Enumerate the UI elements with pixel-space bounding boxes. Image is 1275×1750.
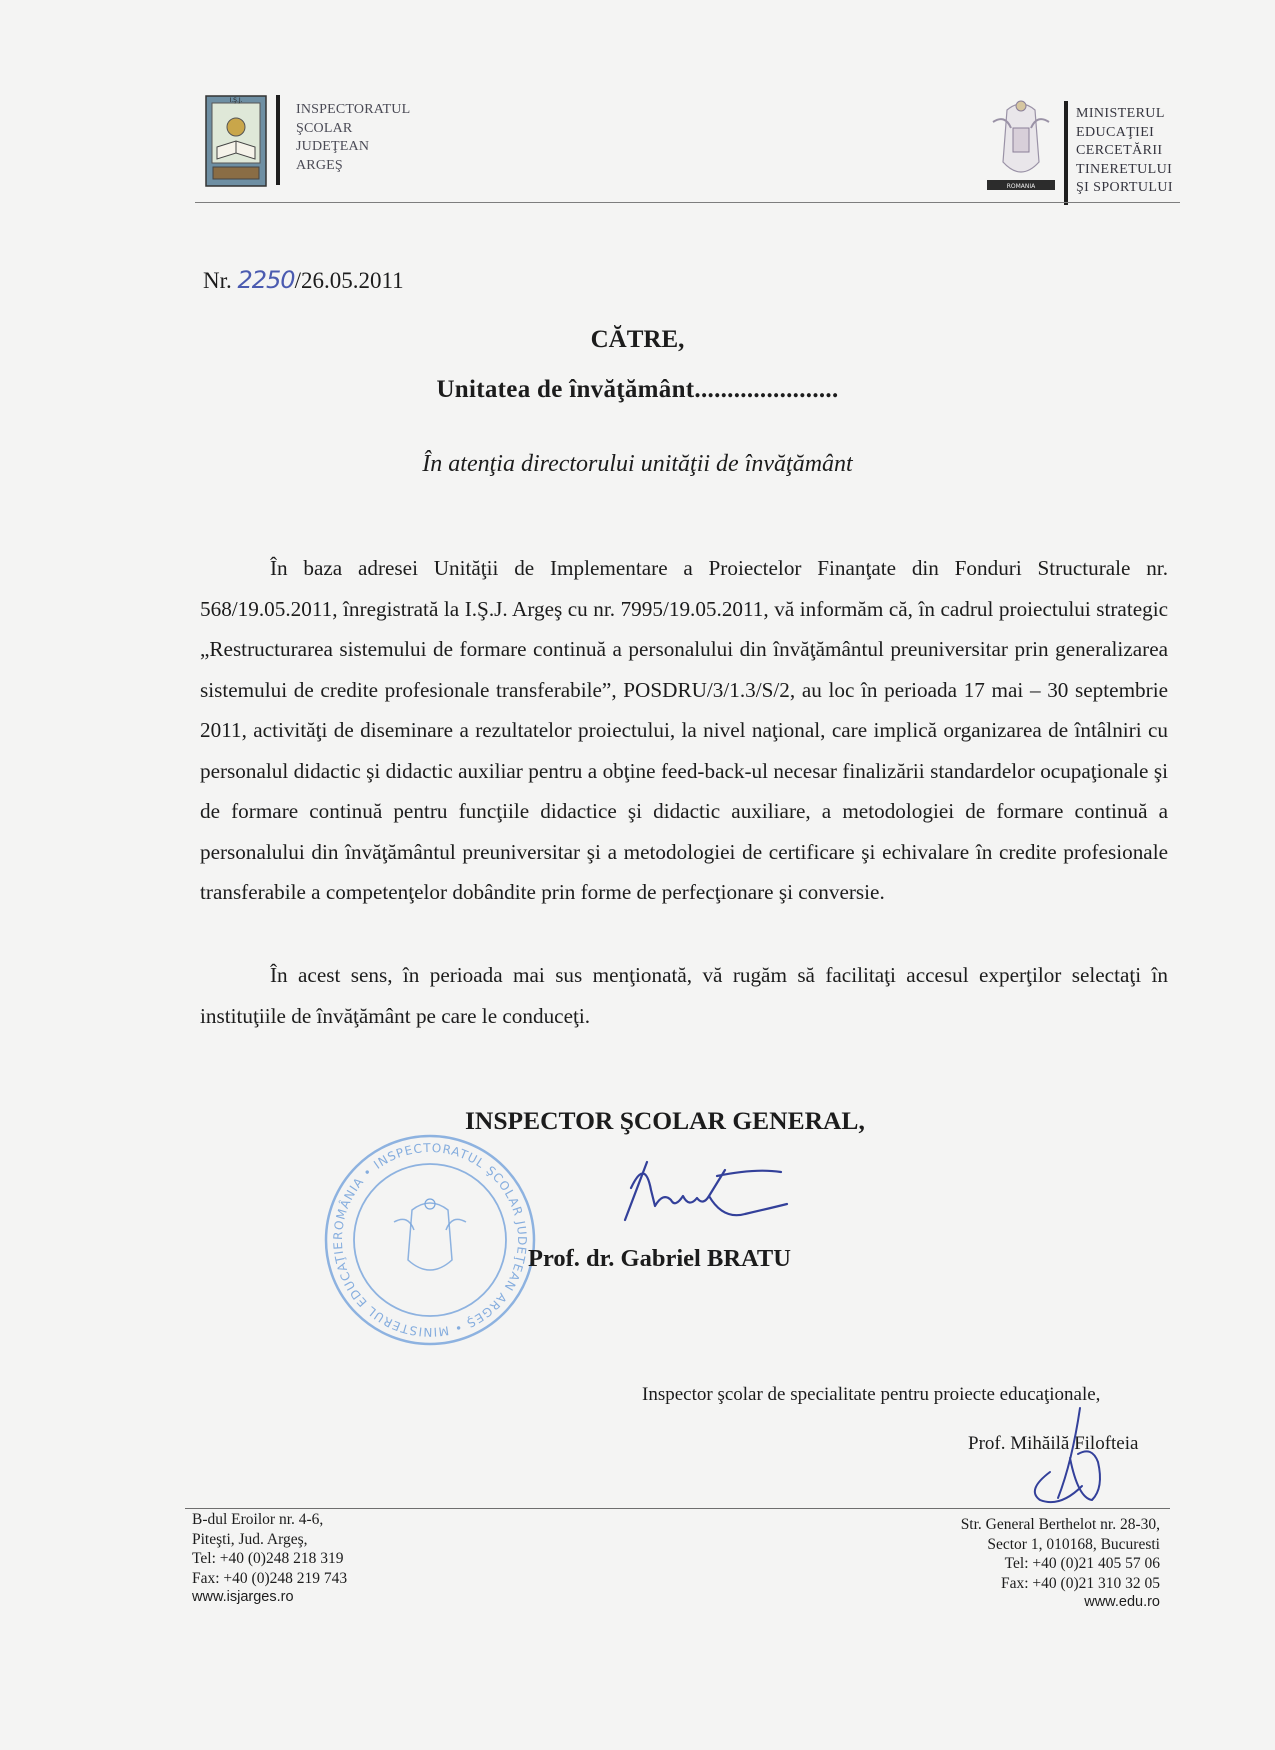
header-right-line: TINERETULUI <box>1076 161 1173 177</box>
header-left-line: ARGEŞ <box>296 157 343 173</box>
footer-rule <box>185 1508 1170 1509</box>
ministry-logo-text: ROMANIA <box>1006 183 1036 190</box>
handwritten-signature-specialist <box>1020 1402 1110 1512</box>
isj-logo-text: I.Ş.J. <box>229 97 243 104</box>
nr-handwritten-number: 2250 <box>237 266 295 294</box>
footer-left-website-link[interactable]: www.isjarges.ro <box>192 1589 294 1605</box>
specialist-name: Prof. Mihăilă Filofteia <box>968 1433 1139 1454</box>
handwritten-signature-general <box>605 1150 795 1240</box>
footer-left-address <box>192 1510 347 1608</box>
footer-right-line: Fax: +40 (0)21 310 32 05 <box>1001 1574 1160 1592</box>
signatory-title: INSPECTOR ŞCOLAR GENERAL, <box>465 1106 865 1135</box>
footer-left-line: B-dul Eroilor nr. 4-6, <box>192 1511 324 1528</box>
official-stamp <box>320 1130 540 1350</box>
ministry-coat-of-arms-logo <box>985 92 1057 204</box>
registration-number <box>203 266 404 294</box>
stamp-ring-text: ROMÂNIA • INSPECTORATUL ŞCOLAR JUDEŢEAN ARGEŞ • MINISTERUL EDUCAŢIE <box>330 1140 530 1340</box>
recipient-label: CĂTRE, <box>590 326 685 353</box>
signatory-name: Prof. dr. Gabriel BRATU <box>528 1245 791 1272</box>
footer-left-line: Fax: +40 (0)248 219 743 <box>192 1569 348 1587</box>
header-left-divider <box>276 95 280 185</box>
header-left-line: ŞCOLAR <box>296 120 353 136</box>
footer-right-line: Tel: +40 (0)21 405 57 06 <box>1004 1555 1160 1572</box>
header-right-line: EDUCAŢIEI <box>1076 124 1155 140</box>
isj-arges-logo <box>205 95 267 187</box>
nr-date: /26.05.2011 <box>294 268 404 293</box>
header-left-text <box>296 101 410 175</box>
footer-left-line: Tel: +40 (0)248 218 319 <box>192 1550 344 1567</box>
footer-right-website-link[interactable]: www.edu.ro <box>1084 1594 1160 1610</box>
header-right-divider <box>1064 101 1068 205</box>
recipient: Unitatea de învăţământ...................... <box>436 376 839 403</box>
nr-prefix: Nr. <box>203 268 232 293</box>
footer-right-line: Str. General Berthelot nr. 28-30, <box>960 1516 1160 1533</box>
header-right-line: CERCETĂRII <box>1076 143 1163 158</box>
attention-line: În atenţia directorului unităţii de învăţământ <box>422 451 853 477</box>
body-paragraph-1: În baza adresei Unităţii de Implementare a Proiectelor Finanţate din Fonduri Structurale nr. 568/19.05.2011, înregistrată la I.Ş.J. Argeş cu nr. 7995/19.05.2011, vă informăm că, în cadrul proiectului strategic „Restructurarea sistemului de formare continuă a personalului din învăţământul preuniversitar prin generalizarea sistemului de credite profesionale transferabile”, POSDRU/3/1.3/S/2, au loc în perioada 17 mai – 30 septembrie 2011, activităţi de diseminare a rezultatelor proiectului, la nivel naţional, care implică organizarea de întâlniri cu personalul didactic şi didactic auxiliar pentru a obţine feed-back-ul necesar finalizării standardelor ocupaţionale şi de formare continuă pentru funcţiile didactice şi didactic auxiliare, a metodologiei de formare continuă a personalului din învăţământul preuniversitar şi a metodologiei de certificare şi echivalare în credite profesionale transferabile a competenţelor dobândite prin forme de perfecţionare şi conversie. <box>200 556 1168 904</box>
header-right-line: MINISTERUL <box>1076 106 1165 121</box>
header-left-line: JUDEŢEAN <box>296 139 370 154</box>
footer-right-line: Sector 1, 010168, Bucuresti <box>987 1535 1160 1553</box>
header-left-line: INSPECTORATUL <box>296 102 411 117</box>
specialist-title: Inspector şcolar de specialitate pentru proiecte educaţionale, <box>642 1384 1101 1405</box>
footer-left-line: Piteşti, Jud. Argeş, <box>192 1530 308 1548</box>
body-paragraph-2: În acest sens, în perioada mai sus menţionată, vă rugăm să facilitaţi accesul experţilor selectaţi în instituţiile de învăţământ pe care le conduceţi. <box>200 963 1168 1028</box>
header-rule <box>195 202 1180 203</box>
header-right-text <box>1076 105 1173 198</box>
header-right-line: ŞI SPORTULUI <box>1076 180 1173 195</box>
footer-right-address <box>961 1515 1160 1613</box>
